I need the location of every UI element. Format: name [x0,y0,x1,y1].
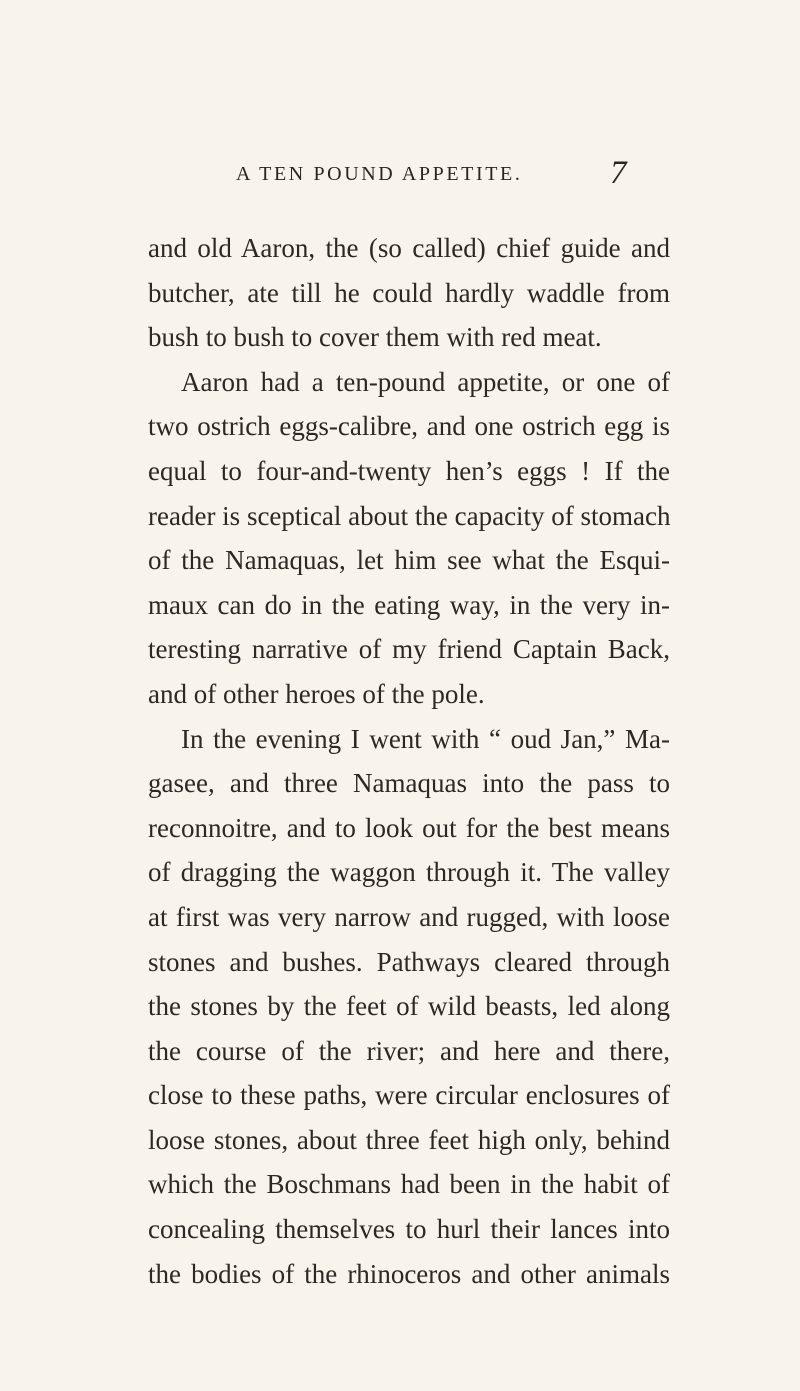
text-line: equal to four-and-twenty hen’s eggs ! If the [148,455,670,486]
text-line: In the evening I went with “ oud Jan,” Ma- [181,723,670,754]
text-line: of dragging the waggon through it. The valley [148,857,670,888]
text-line: concealing themselves to hurl their lances into [148,1214,670,1245]
text-line: butcher, ate till he could hardly waddle from [148,277,670,308]
text-line: maux can do in the eating way, in the very in- [148,589,670,620]
text-line: two ostrich eggs-calibre, and one ostrich egg is [148,411,670,442]
text-line: of the Namaquas, let him see what the Esqui- [148,545,670,576]
page-header [0,155,800,195]
page-number: 7 [610,155,627,191]
text-line: the stones by the feet of wild beasts, led along [148,991,670,1022]
text-line: and of other heroes of the pole. [148,678,485,709]
text-line: bush to bush to cover them with red meat. [148,322,602,353]
text-line: reader is sceptical about the capacity of stomach [148,500,671,531]
text-line: close to these paths, were circular enclosures of [148,1080,670,1111]
running-head: A TEN POUND APPETITE. [236,163,523,185]
text-line: Aaron had a ten-pound appetite, or one of [181,366,670,397]
text-line: gasee, and three Namaquas into the pass to [148,768,670,799]
text-line: and old Aaron, the (so called) chief guide and [148,233,670,263]
text-line: at first was very narrow and rugged, with loose [148,901,670,932]
text-line: reconnoitre, and to look out for the best means [148,812,670,843]
text-line: loose stones, about three feet high only, behind [148,1124,670,1155]
text-line: the course of the river; and here and there, [148,1035,670,1066]
text-line: teresting narrative of my friend Captain Back, [148,634,670,665]
text-line: the bodies of the rhinoceros and other animals [148,1258,670,1289]
body-text [148,226,670,1296]
text-line: which the Boschmans had been in the habit of [148,1169,670,1200]
text-line: stones and bushes. Pathways cleared through [148,946,670,977]
